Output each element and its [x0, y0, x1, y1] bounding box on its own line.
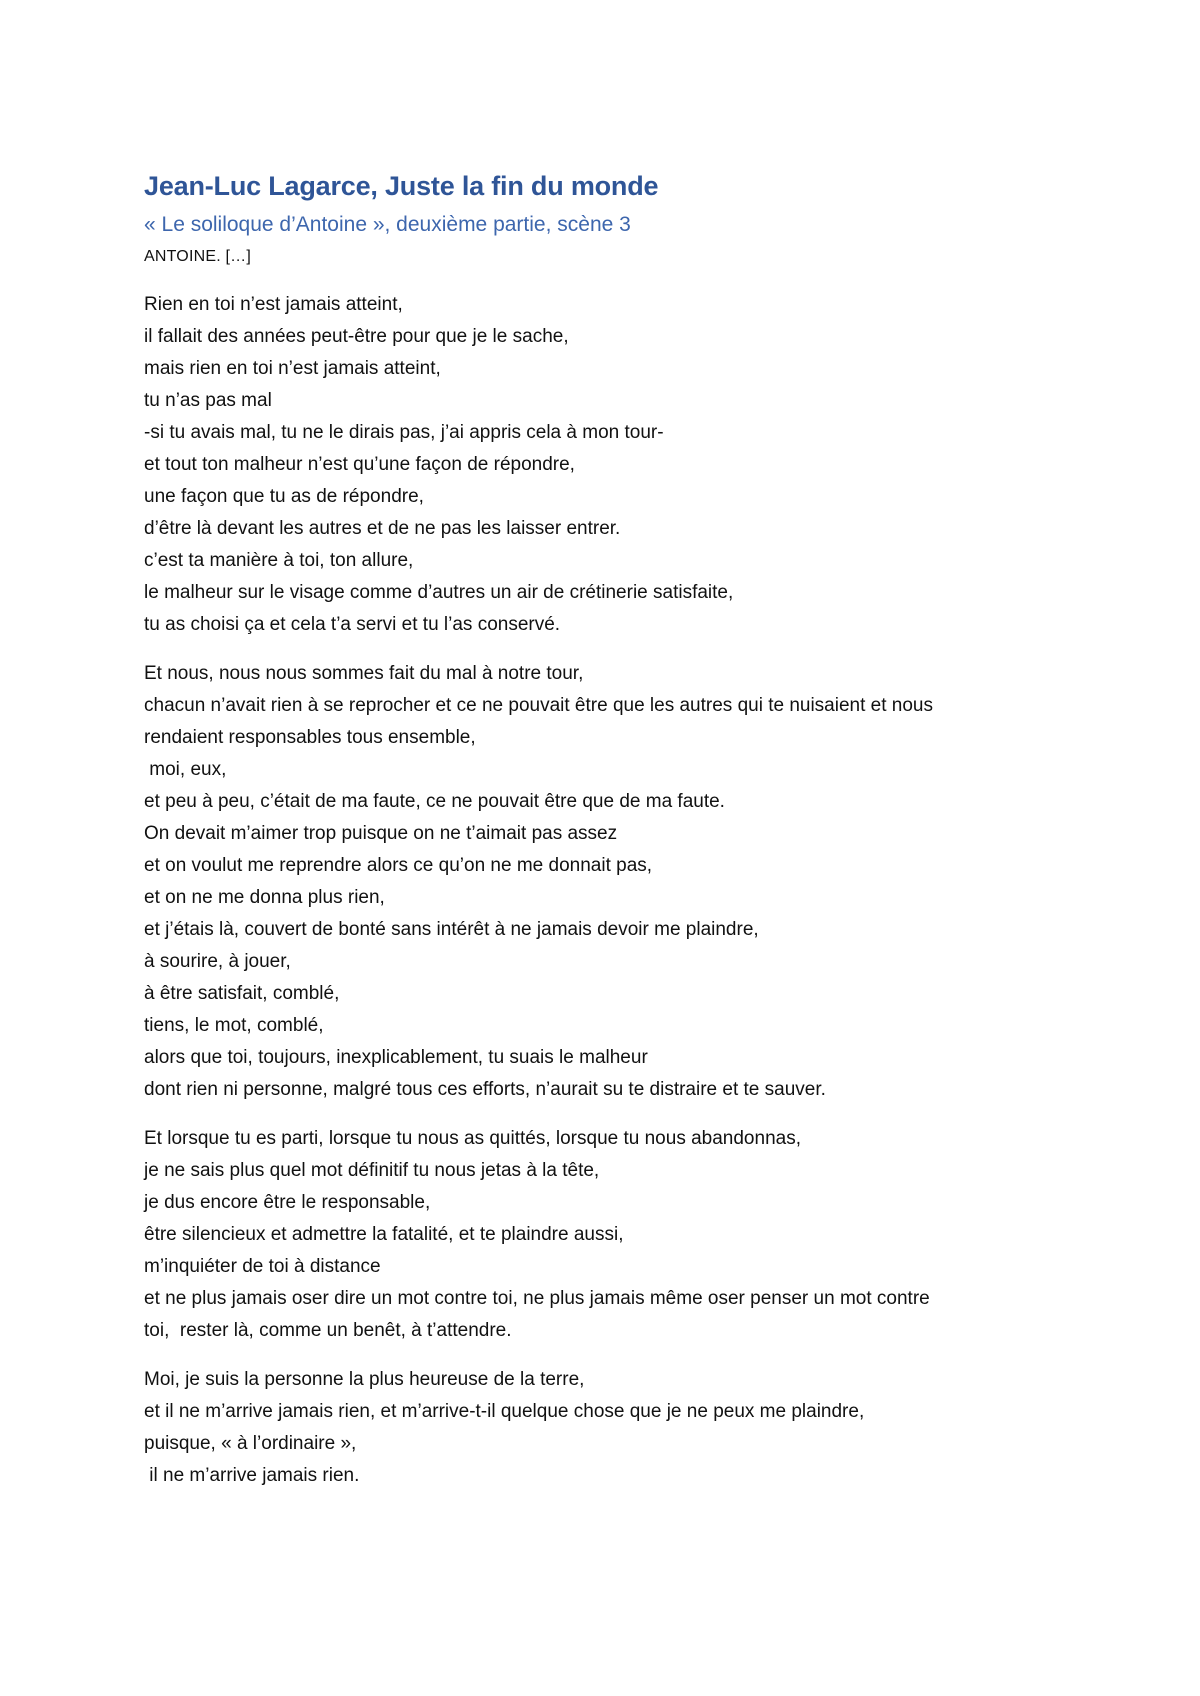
verse-line: c’est ta manière à toi, ton allure, — [144, 550, 414, 571]
document-subtitle: « Le soliloque d’Antoine », deuxième partie, scène 3 — [144, 213, 631, 236]
document-page — [144, 168, 1064, 1492]
verse-line: rendaient responsables tous ensemble, — [144, 727, 476, 748]
stanza — [144, 658, 1064, 1106]
verse-line: tu as choisi ça et cela t’a servi et tu l’as conservé. — [144, 614, 561, 635]
verse-line: puisque, « à l’ordinaire », — [144, 1433, 357, 1454]
verse-line: chacun n’avait rien à se reprocher et ce ne pouvait être que les autres qui te nuisaient et nous — [144, 695, 933, 716]
verse-line: d’être là devant les autres et de ne pas les laisser entrer. — [144, 518, 621, 539]
verse-line: et j’étais là, couvert de bonté sans intérêt à ne jamais devoir me plaindre, — [144, 919, 759, 940]
verse-line: le malheur sur le visage comme d’autres un air de crétinerie satisfaite, — [144, 582, 734, 603]
verse-line: à sourire, à jouer, — [144, 951, 291, 972]
verse-line: tu n’as pas mal — [144, 390, 272, 411]
verse-line: On devait m’aimer trop puisque on ne t’aimait pas assez — [144, 823, 618, 844]
verse-line: et on ne me donna plus rien, — [144, 887, 385, 908]
verse-line: toi, rester là, comme un benêt, à t’attendre. — [144, 1320, 512, 1341]
stanza — [144, 1123, 1064, 1347]
verse-line: et ne plus jamais oser dire un mot contre toi, ne plus jamais même oser penser un mot contre — [144, 1288, 930, 1309]
speaker-label: ANTOINE. […] — [144, 248, 252, 265]
document-title: Jean-Luc Lagarce, Juste la fin du monde — [144, 171, 659, 201]
verse-line: Et lorsque tu es parti, lorsque tu nous as quittés, lorsque tu nous abandonnas, — [144, 1128, 801, 1149]
verse-line: et peu à peu, c’était de ma faute, ce ne pouvait être que de ma faute. — [144, 791, 725, 812]
verse-line: Rien en toi n’est jamais atteint, — [144, 294, 403, 315]
verse-line: Moi, je suis la personne la plus heureuse de la terre, — [144, 1369, 585, 1390]
verse-line: une façon que tu as de répondre, — [144, 486, 424, 507]
verse-line: moi, eux, — [144, 759, 227, 780]
verse-line: et il ne m’arrive jamais rien, et m’arrive-t-il quelque chose que je ne peux me plaindre, — [144, 1401, 865, 1422]
verse-line: tiens, le mot, comblé, — [144, 1015, 324, 1036]
verse-line: -si tu avais mal, tu ne le dirais pas, j’ai appris cela à mon tour- — [144, 422, 664, 443]
verse-line: je ne sais plus quel mot définitif tu nous jetas à la tête, — [144, 1160, 600, 1181]
verse-line: il fallait des années peut-être pour que je le sache, — [144, 326, 569, 347]
stanza — [144, 289, 1064, 641]
verse-line: il ne m’arrive jamais rien. — [144, 1465, 360, 1486]
verse-line: Et nous, nous nous sommes fait du mal à notre tour, — [144, 663, 584, 684]
verse-line: mais rien en toi n’est jamais atteint, — [144, 358, 441, 379]
stanza — [144, 1364, 1064, 1492]
verse-line: et on voulut me reprendre alors ce qu’on ne me donnait pas, — [144, 855, 653, 876]
verse-line: je dus encore être le responsable, — [144, 1192, 431, 1213]
verse-line: dont rien ni personne, malgré tous ces efforts, n’aurait su te distraire et te sauver. — [144, 1079, 826, 1100]
verse-line: à être satisfait, comblé, — [144, 983, 340, 1004]
verse-line: alors que toi, toujours, inexplicablement, tu suais le malheur — [144, 1047, 648, 1068]
verse-line: m’inquiéter de toi à distance — [144, 1256, 381, 1277]
verse-line: être silencieux et admettre la fatalité, et te plaindre aussi, — [144, 1224, 624, 1245]
monologue-text — [144, 289, 1064, 1492]
verse-line: et tout ton malheur n’est qu’une façon de répondre, — [144, 454, 575, 475]
